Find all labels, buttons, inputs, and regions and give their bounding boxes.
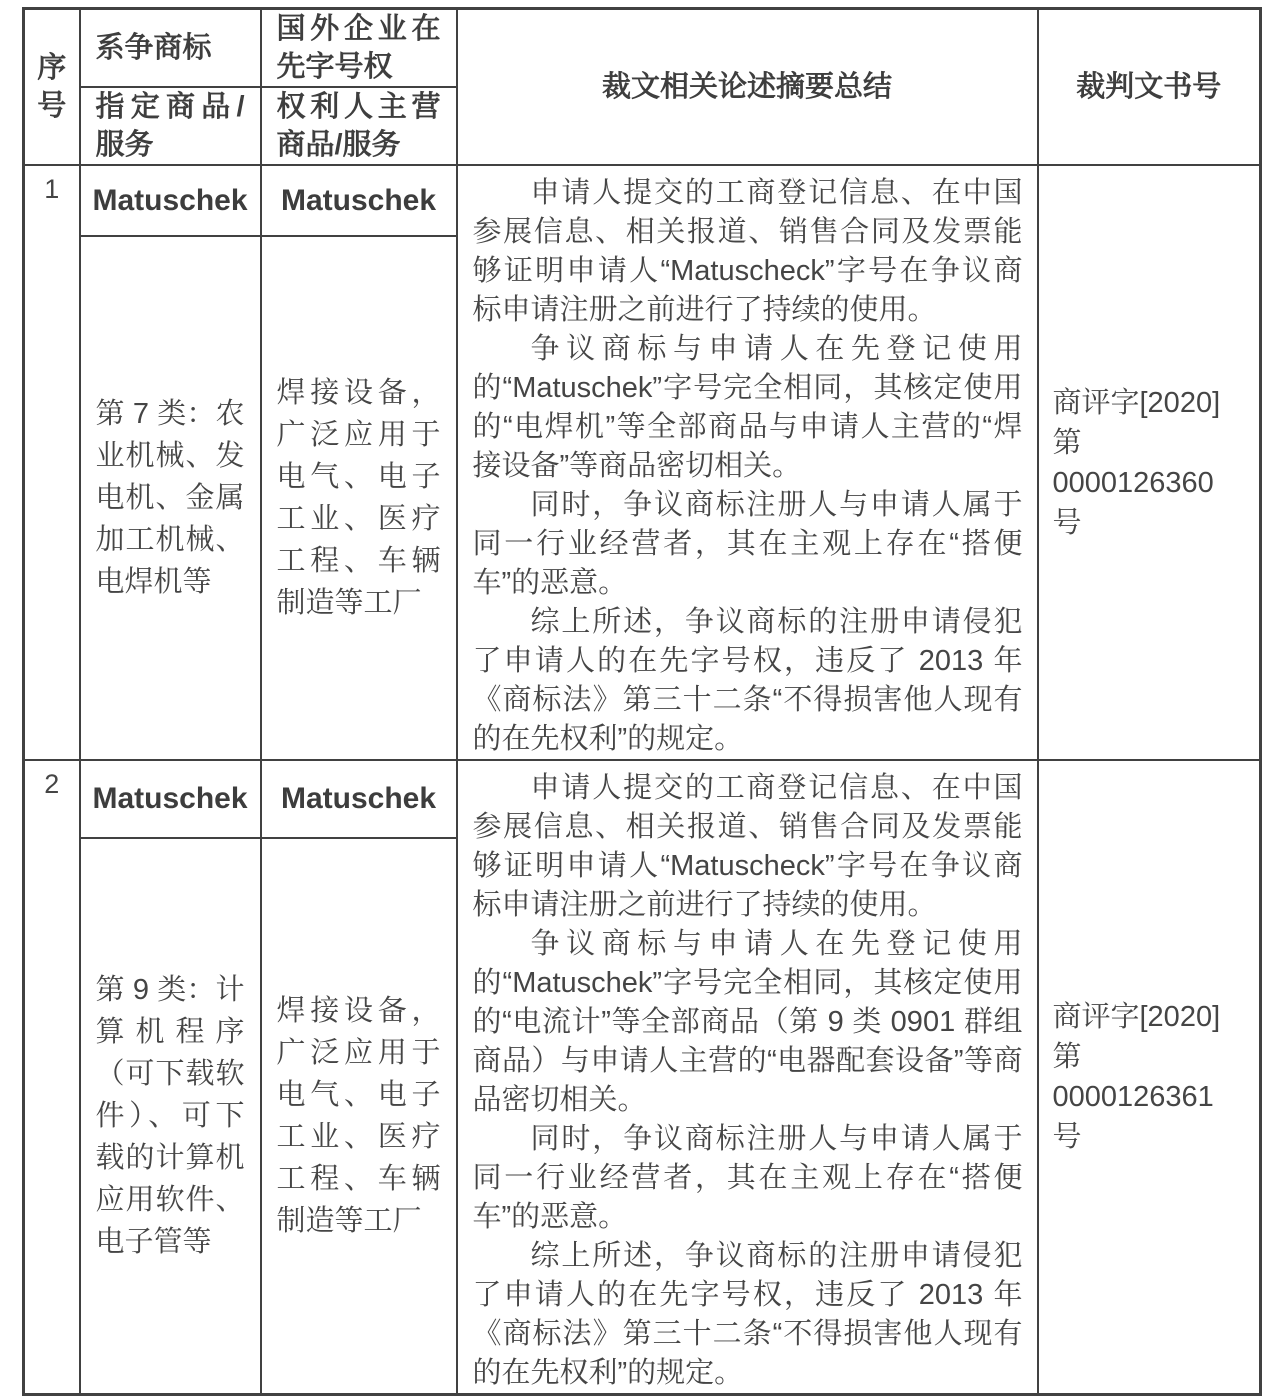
row1-doc-number-cell — [1038, 165, 1261, 760]
row1-summary-cell — [457, 165, 1038, 760]
row2-designated-goods: 第 9 类：计算机程序（可下载软件）、可下载的计算机应用软件、电子管等 — [80, 838, 261, 1394]
row2-summary-cell — [457, 760, 1038, 1395]
row2-prior-trade-name: Matuschek — [261, 760, 457, 838]
summary-paragraph: 同时，争议商标注册人与申请人属于同一行业经营者，其在主观上存在“搭便车”的恶意。 — [472, 489, 1023, 599]
header-trademark: 系争商标 — [80, 9, 261, 88]
row2-disputed-trademark: Matuschek — [80, 760, 261, 838]
row1-owner-main-goods: 焊接设备，广泛应用于电气、电子工业、医疗工程、车辆制造等工厂 — [261, 236, 457, 760]
header-seq: 序号 — [24, 9, 80, 166]
header-doc-no: 裁判文书号 — [1038, 9, 1261, 166]
summary-paragraph: 争议商标与申请人在先登记使用的“Matuschek”字号完全相同，其核定使用的“电焊机”等全部商品与申请人主营的“焊接设备”等商品密切相关。 — [472, 333, 1023, 482]
summary-paragraph: 综上所述，争议商标的注册申请侵犯了申请人的在先字号权，违反了 2013 年《商标法》第三十二条“不得损害他人现有的在先权利”的规定。 — [472, 1240, 1023, 1389]
row1-seq: 1 — [24, 165, 80, 760]
judgment-summary-table — [22, 7, 1262, 1396]
header-summary: 裁文相关论述摘要总结 — [457, 9, 1038, 166]
doc-number-line: 第 0000126360 号 — [1052, 426, 1214, 539]
row1-disputed-trademark: Matuschek — [80, 165, 261, 236]
header-foreign-prior-right: 国外企业在先字号权 — [261, 9, 457, 88]
table-row — [24, 760, 1261, 838]
row1-prior-trade-name: Matuschek — [261, 165, 457, 236]
row2-doc-number-cell — [1038, 760, 1261, 1395]
doc-number-line: 商评字[2020] — [1052, 1001, 1221, 1033]
header-row-top — [24, 9, 1261, 88]
row2-seq: 2 — [24, 760, 80, 1395]
row2-owner-main-goods: 焊接设备，广泛应用于电气、电子工业、医疗工程、车辆制造等工厂 — [261, 838, 457, 1394]
summary-paragraph: 综上所述，争议商标的注册申请侵犯了申请人的在先字号权，违反了 2013 年《商标法》第三十二条“不得损害他人现有的在先权利”的规定。 — [472, 606, 1023, 755]
summary-paragraph: 申请人提交的工商登记信息、在中国参展信息、相关报道、销售合同及发票能够证明申请人“Matuscheck”字号在争议商标申请注册之前进行了持续的使用。 — [472, 177, 1023, 326]
doc-number-line: 商评字[2020] — [1052, 386, 1221, 419]
summary-paragraph: 申请人提交的工商登记信息、在中国参展信息、相关报道、销售合同及发票能够证明申请人“Matuscheck”字号在争议商标申请注册之前进行了持续的使用。 — [472, 772, 1023, 921]
doc-number-line: 第 0000126361 号 — [1052, 1041, 1214, 1153]
summary-paragraph: 争议商标与申请人在先登记使用的“Matuschek”字号完全相同，其核定使用的“电流计”等全部商品（第 9 类 0901 群组商品）与申请人主营的“电器配套设备”等商品密切相关。 — [472, 928, 1023, 1116]
table-row — [24, 165, 1261, 236]
header-designated-goods: 指定商品/服务 — [80, 87, 261, 165]
summary-paragraph: 同时，争议商标注册人与申请人属于同一行业经营者，其在主观上存在“搭便车”的恶意。 — [472, 1123, 1023, 1233]
row1-designated-goods: 第 7 类：农业机械、发电机、金属加工机械、电焊机等 — [80, 236, 261, 760]
header-owner-main-goods: 权利人主营商品/服务 — [261, 87, 457, 165]
